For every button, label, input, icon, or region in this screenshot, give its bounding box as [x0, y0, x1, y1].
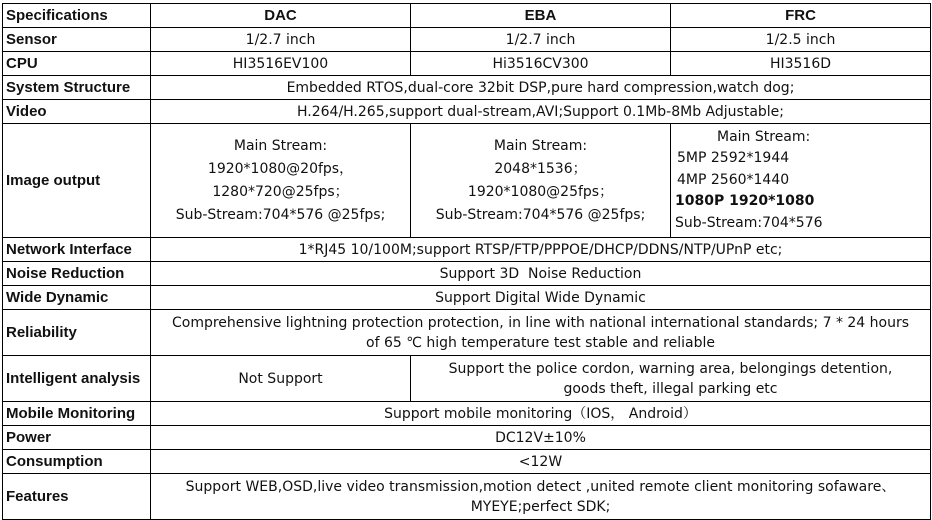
features-value [151, 474, 931, 520]
label-noise-reduction: Noise Reduction [3, 262, 151, 286]
features-line-1: Support WEB,OSD,live video transmission,motion detect ,united remote client monitoring sofaware、 [185, 478, 896, 495]
mobile-monitoring-value: Support mobile monitoring（IOS， Android） [151, 402, 931, 426]
consumption-value: <12W [151, 450, 931, 474]
frc-stream-4mp: 4MP 2560*1440 [677, 171, 790, 188]
image-output-dac [151, 124, 411, 238]
label-mobile-monitoring: Mobile Monitoring [3, 402, 151, 426]
row-video [3, 100, 931, 124]
label-wide-dynamic: Wide Dynamic [3, 286, 151, 310]
row-cpu [3, 52, 931, 76]
eba-sub-stream: Sub-Stream:704*576 @25fps; [435, 206, 646, 223]
row-image-output [3, 124, 931, 238]
label-system-structure: System Structure [3, 76, 151, 100]
header-specifications: Specifications [3, 4, 151, 28]
eba-stream-1: 2048*1536； [494, 160, 587, 177]
cpu-dac: HI3516EV100 [151, 52, 411, 76]
image-output-eba [411, 124, 671, 238]
label-consumption: Consumption [3, 450, 151, 474]
specifications-table [2, 3, 931, 520]
intelligent-analysis-line-1: Support the police cordon, warning area, belongings detention, [448, 360, 893, 377]
frc-main-stream: Main Stream: [717, 128, 811, 145]
dac-stream-1: 1920*1080@20fps， [207, 160, 354, 177]
label-image-output: Image output [3, 124, 151, 238]
system-structure-value: Embedded RTOS,dual-core 32bit DSP,pure hard compression,watch dog; [151, 76, 931, 100]
cpu-eba: Hi3516CV300 [411, 52, 671, 76]
reliability-value [151, 310, 931, 356]
noise-reduction-value: Support 3D Noise Reduction [151, 262, 931, 286]
features-line-2: MYEYE;perfect SDK; [470, 498, 611, 515]
header-row [3, 4, 931, 28]
row-network-interface [3, 238, 931, 262]
video-value: H.264/H.265,support dual-stream,AVI;Support 0.1Mb-8Mb Adjustable; [151, 100, 931, 124]
row-wide-dynamic [3, 286, 931, 310]
sensor-eba: 1/2.7 inch [411, 28, 671, 52]
dac-sub-stream: Sub-Stream:704*576 @25fps; [175, 206, 386, 223]
intelligent-analysis-line-2: goods theft, illegal parking etc [563, 380, 778, 397]
network-interface-value: 1*RJ45 10/100M;support RTSP/FTP/PPPOE/DHCP/DDNS/NTP/UPnP etc; [151, 238, 931, 262]
header-dac: DAC [151, 4, 411, 28]
power-value: DC12V±10% [151, 426, 931, 450]
frc-stream-1080p-text: 1080P 1920*1080 [675, 193, 815, 210]
label-reliability: Reliability [3, 310, 151, 356]
label-features: Features [3, 474, 151, 520]
row-sensor [3, 28, 931, 52]
cpu-frc: HI3516D [671, 52, 931, 76]
image-output-frc [671, 124, 931, 238]
dac-main-stream: Main Stream: [233, 137, 328, 154]
label-cpu: CPU [3, 52, 151, 76]
row-power [3, 426, 931, 450]
row-mobile-monitoring [3, 402, 931, 426]
label-intelligent-analysis: Intelligent analysis [3, 356, 151, 402]
intelligent-analysis-dac: Not Support [151, 356, 411, 402]
row-consumption [3, 450, 931, 474]
row-noise-reduction [3, 262, 931, 286]
frc-sub-stream: Sub-Stream:704*576 [675, 214, 823, 231]
label-power: Power [3, 426, 151, 450]
frc-stream-5mp: 5MP 2592*1944 [677, 150, 790, 167]
label-sensor: Sensor [3, 28, 151, 52]
eba-stream-2: 1920*1080@25fps； [467, 183, 614, 200]
wide-dynamic-value: Support Digital Wide Dynamic [151, 286, 931, 310]
label-video: Video [3, 100, 151, 124]
reliability-line-1: Comprehensive lightning protection protection, in line with national international standards; 7 * 24 hours [171, 314, 910, 331]
frc-stream-1080p [675, 191, 926, 213]
row-system-structure [3, 76, 931, 100]
sensor-frc: 1/2.5 inch [671, 28, 931, 52]
intelligent-analysis-value [411, 356, 931, 402]
reliability-line-2: of 65 ℃ high temperature test stable and reliable [366, 334, 715, 351]
row-intelligent-analysis [3, 356, 931, 402]
eba-main-stream: Main Stream: [493, 137, 588, 154]
header-eba: EBA [411, 4, 671, 28]
header-frc: FRC [671, 4, 931, 28]
row-reliability [3, 310, 931, 356]
label-network-interface: Network Interface [3, 238, 151, 262]
row-features [3, 474, 931, 520]
sensor-dac: 1/2.7 inch [151, 28, 411, 52]
dac-stream-2: 1280*720@25fps； [212, 183, 349, 200]
